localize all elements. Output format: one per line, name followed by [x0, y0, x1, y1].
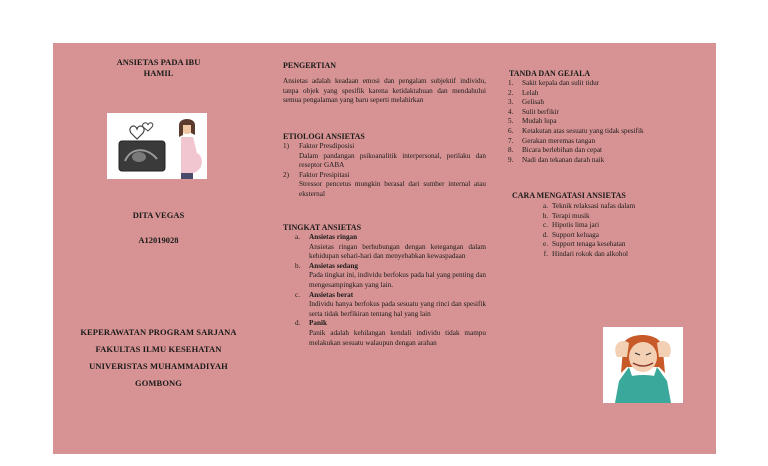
list-label: Ansietas ringan [309, 233, 358, 241]
student-id: A12019028 [138, 235, 179, 245]
list-number: 8. [508, 146, 514, 155]
list-number: 6. [508, 126, 514, 135]
institution-line: UNIVERISTAS MUHAMMADIYAH [89, 361, 228, 371]
list-text: Teknik relaksasi nafas dalam [552, 202, 636, 210]
list-label: Panik [309, 319, 327, 328]
list-text: Lelah [522, 88, 539, 97]
pengertian-text: Ansietas adalah keadaan emosi dan pengalam subjektif individu, tanpa objek yang spesifik karena ketidaktahuan dan mendahului semua pengalaman yang baru seperti melahirkan [283, 77, 486, 105]
list-text: Terapi musik [552, 211, 590, 220]
list-description: Pada tingkat ini, individu berfokus pada hal yang penting dan mengesampingkan yang lain. [309, 271, 486, 289]
list-letter: d. [542, 230, 548, 239]
section-heading: TANDA DAN GEJALA [509, 69, 591, 78]
pengertian-section [283, 61, 486, 106]
list-letter: b. [542, 211, 548, 220]
author-name: DITA VEGAS [132, 210, 185, 220]
institution-line: KEPERAWATAN PROGRAM SARJANA [80, 327, 237, 337]
list-number: 4. [508, 107, 514, 116]
list-text: Nadi dan tekanan darah naik [522, 155, 605, 164]
list-label: Ansietas sedang [309, 261, 358, 270]
cover-column [53, 43, 264, 454]
section-heading: PENGERTIAN [283, 61, 337, 70]
list-letter: a. [295, 233, 300, 241]
list-label: Faktor Presipitasi [299, 170, 350, 179]
section-heading: CARA MENGATASI ANSIETAS [512, 191, 626, 200]
list-letter: c. [543, 221, 548, 230]
gejala-section [506, 69, 711, 165]
list-text: Hipotis lima jari [552, 221, 600, 230]
list-item [283, 171, 486, 181]
list-item [506, 156, 711, 166]
list-text: Sakit kepala dan sulit tidur [522, 79, 600, 87]
cover-title-line: HAMIL [143, 68, 174, 78]
list-letter: a. [543, 202, 548, 210]
list-letter: e. [543, 240, 548, 249]
cover-title-line: ANSIETAS PADA IBU [116, 57, 201, 67]
list-description: Panik adalah kehilangan kendali individu tidak mampu melakukan sesuatu walaupun dengan arahan [309, 328, 486, 347]
list-item [506, 79, 711, 89]
list-number: 9. [508, 155, 514, 164]
list-item [506, 212, 711, 222]
list-text: Bicara berlebihan dan cepat [522, 146, 603, 155]
list-item [506, 89, 711, 99]
list-item [506, 240, 711, 250]
list-text: Hindari rokok dan alkohol [552, 249, 629, 258]
list-item [283, 291, 486, 301]
list-item [506, 250, 711, 260]
list-description: Stressor pencetus mungkin berasal dari sumber internal atau eksternal [299, 180, 486, 198]
mengatasi-section [506, 191, 711, 260]
list-item [506, 202, 711, 212]
list-number: 5. [508, 117, 514, 126]
list-item [506, 231, 711, 241]
list-item [506, 221, 711, 231]
list-item [506, 127, 711, 137]
list-item [506, 146, 711, 156]
list-description: Ansietas ringan berhubungan dengan ketegangan dalam kehidupan sehari-hari dan menyebabkan kewaspadaan [309, 242, 486, 261]
institution-block [53, 324, 264, 392]
list-number: 7. [508, 136, 514, 145]
list-number: 2. [508, 88, 514, 97]
middle-column [283, 43, 486, 454]
list-text: Sulit berfikir [522, 107, 559, 116]
institution-line: GOMBONG [135, 378, 182, 388]
list-letter: b. [295, 261, 301, 270]
list-text: Mudah lupa [522, 117, 557, 126]
list-letter: f. [543, 249, 548, 258]
section-heading: ETIOLOGI ANSIETAS [283, 132, 365, 141]
list-item [506, 108, 711, 118]
anxious-woman-image [603, 327, 683, 403]
list-item [506, 137, 711, 147]
list-item [506, 117, 711, 127]
institution-line: FAKULTAS ILMU KESEHATAN [95, 344, 222, 354]
list-letter: d. [295, 319, 301, 328]
list-number: 2) [283, 170, 289, 179]
cover-title [53, 57, 264, 79]
list-item [283, 233, 486, 243]
list-item [283, 142, 486, 152]
list-letter: c. [295, 290, 300, 299]
tingkat-section [283, 223, 486, 348]
list-item [283, 262, 486, 272]
list-description: Dalam pandangan psikoanalitik interpersonal, perilaku dan reseptor GABA [299, 151, 486, 170]
list-text: Ketakutan atas sesuatu yang tidak spesifik [522, 126, 644, 135]
section-heading: TINGKAT ANSIETAS [283, 223, 362, 232]
list-item [506, 98, 711, 108]
list-text: Support tenaga kesehatan [552, 240, 626, 249]
list-label: Ansietas berat [309, 290, 354, 299]
right-column [506, 43, 711, 454]
list-number: 1) [283, 142, 289, 150]
list-item [283, 319, 486, 329]
leaflet-panel [53, 43, 716, 454]
list-description: Individu hanya berfokus pada sesuatu yang rinci dan spesifik serta tidak berfikiran tentang hal yang lain [309, 300, 486, 318]
list-text: Support keluaga [552, 230, 599, 239]
etiologi-section [283, 132, 486, 200]
list-text: Gerakan meremas tangan [522, 136, 596, 145]
list-label: Faktor Presdiposisi [299, 142, 355, 150]
list-text: Gelisah [522, 98, 544, 107]
pregnant-woman-ultrasound-image [107, 113, 207, 179]
list-number: 3. [508, 98, 514, 107]
list-number: 1. [508, 79, 514, 87]
